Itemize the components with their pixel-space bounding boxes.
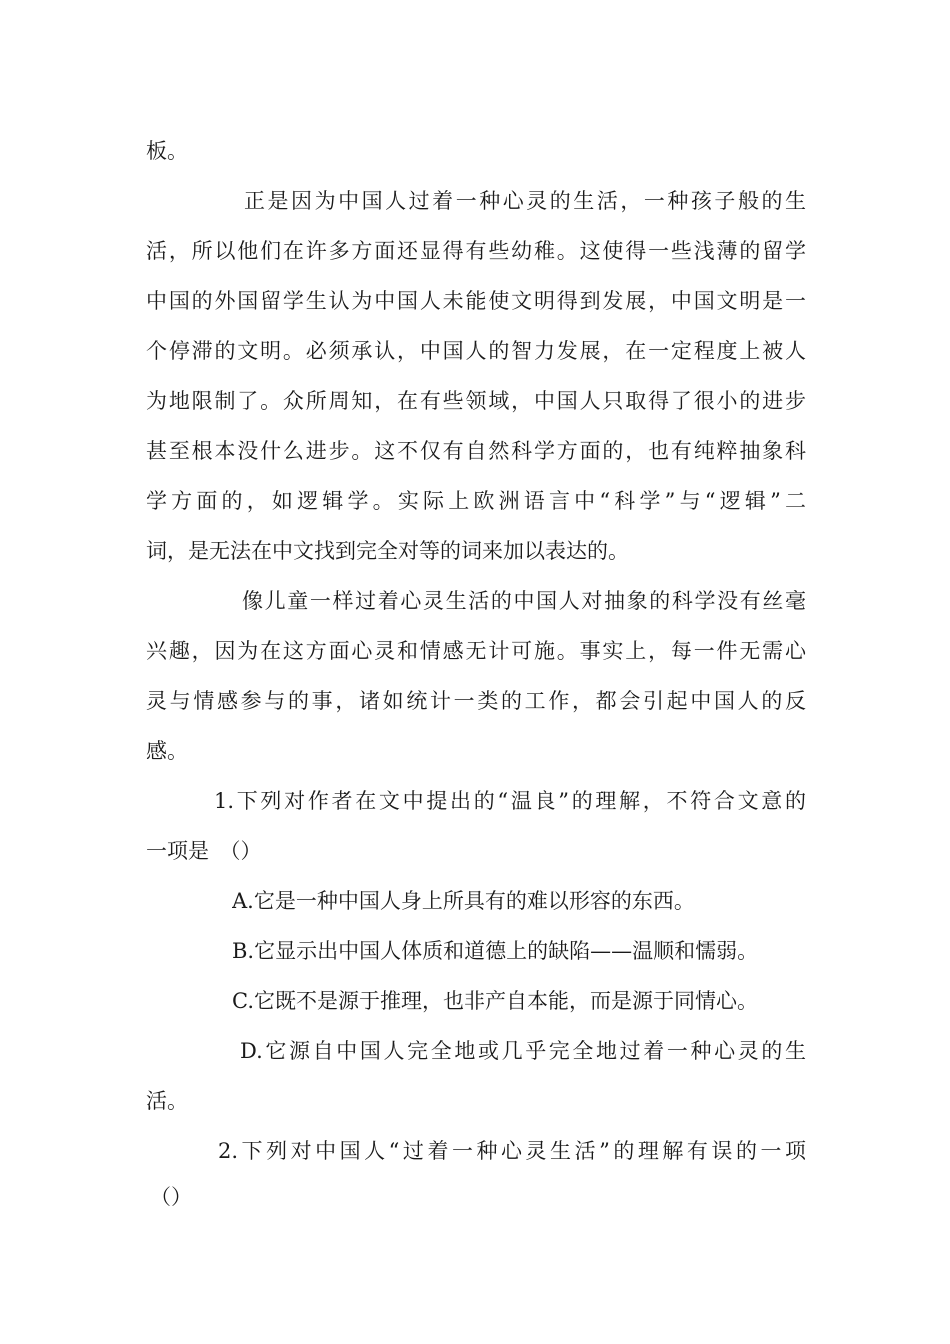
question-1-option-c: C.它既不是源于推理，也非产自本能，而是源于同情心。 (232, 989, 758, 1013)
paragraph-1-line-7: 学方面的，如逻辑学。实际上欧洲语言中“科学”与“逻辑”二 (146, 489, 806, 513)
paragraph-2-line-4: 感。 (146, 739, 188, 763)
paragraph-1-line-5: 为地限制了。众所周知，在有些领域，中国人只取得了很小的进步 (146, 389, 806, 413)
paragraph-1-line-2: 活，所以他们在许多方面还显得有些幼稚。这使得一些浅薄的留学 (146, 239, 806, 263)
question-2-stem-line-2: （） (150, 1185, 192, 1209)
paragraph-2-line-3: 灵与情感参与的事，诸如统计一类的工作，都会引起中国人的反 (146, 689, 806, 713)
paragraph-1-line-3: 中国的外国留学生认为中国人未能使文明得到发展，中国文明是一 (146, 289, 806, 313)
paragraph-2-line-2: 兴趣，因为在这方面心灵和情感无计可施。事实上，每一件无需心 (146, 639, 806, 663)
paragraph-1-line-1: 正是因为中国人过着一种心灵的生活，一种孩子般的生 (244, 189, 806, 213)
question-1-stem-line-2: 一项是 （） (146, 839, 262, 863)
question-2-stem-line-1: 2.下列对中国人“过着一种心灵生活”的理解有误的一项 (218, 1139, 806, 1163)
text-line-1: 板。 (146, 139, 188, 163)
paragraph-1-line-4: 个停滞的文明。必须承认，中国人的智力发展，在一定程度上被人 (146, 339, 806, 363)
paragraph-1-line-8: 词，是无法在中文找到完全对等的词来加以表达的。 (146, 539, 629, 563)
paragraph-2-line-1: 像儿童一样过着心灵生活的中国人对抽象的科学没有丝毫 (242, 589, 806, 613)
question-1-stem-line-1: 1.下列对作者在文中提出的“温良”的理解，不符合文意的 (214, 789, 806, 813)
question-1-option-d-line-1: D.它源自中国人完全地或几乎完全地过着一种心灵的生 (240, 1039, 806, 1063)
question-1-option-b: B.它显示出中国人体质和道德上的缺陷——温顺和懦弱。 (232, 939, 759, 963)
question-1-option-a: A.它是一种中国人身上所具有的难以形容的东西。 (232, 889, 695, 913)
question-1-option-d-line-2: 活。 (146, 1089, 188, 1113)
paragraph-1-line-6: 甚至根本没什么进步。这不仅有自然科学方面的，也有纯粹抽象科 (146, 439, 806, 463)
